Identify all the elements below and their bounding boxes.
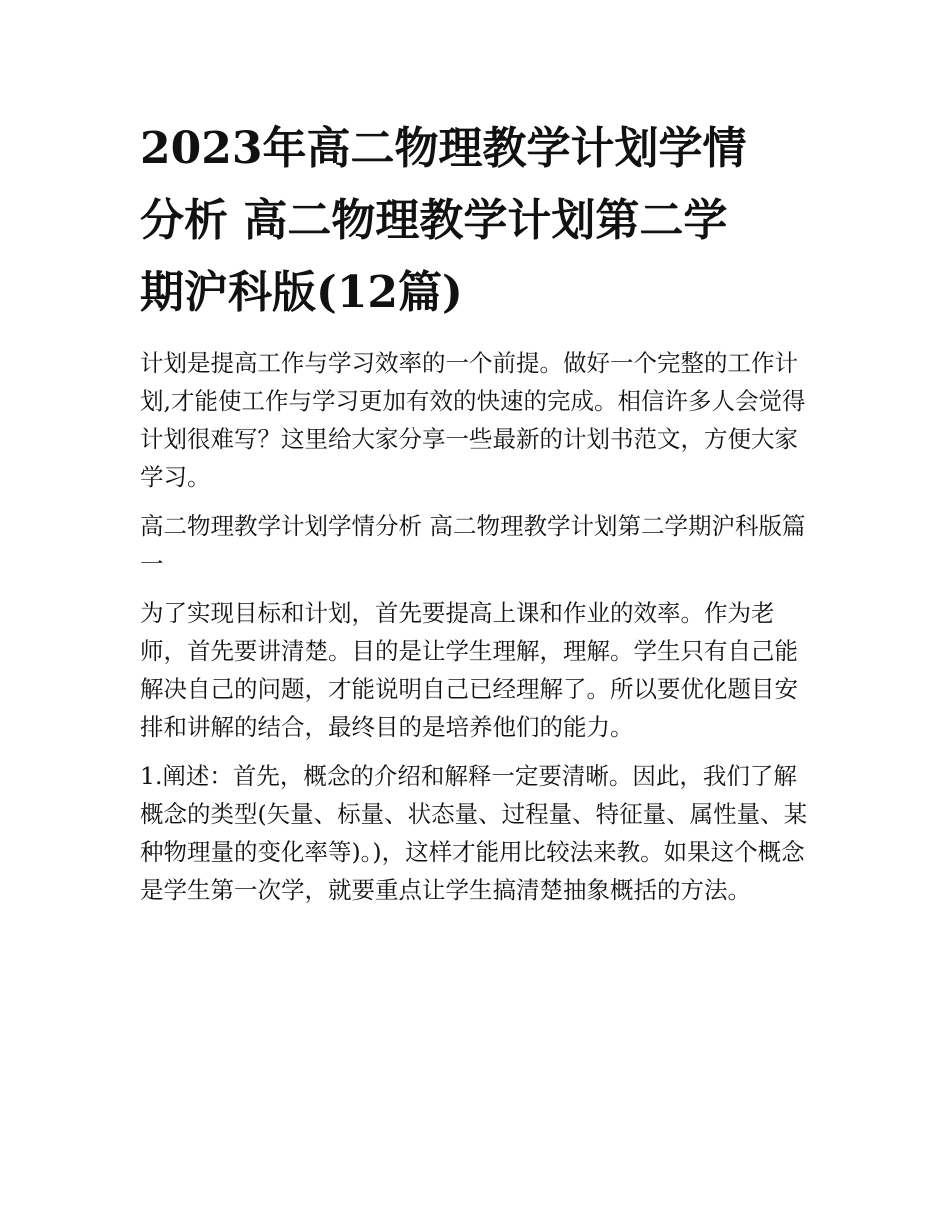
document-title xyxy=(140,113,815,329)
document-body xyxy=(140,344,815,909)
body-paragraph-numbered: 1.阐述：首先，概念的介绍和解释一定要清晰。因此，我们了解概念的类型(矢量、标量、状态量、过程量、特征量、属性量、某种物理量的变化率等)。)，这样才能用比较法来教。如果这个概念是学生第一次学，就要重点让学生搞清楚抽象概括的方法。 xyxy=(140,762,808,904)
document-content xyxy=(140,113,815,920)
section-heading: 高二物理教学计划学情分析 高二物理教学计划第二学期沪科版篇一 xyxy=(140,512,806,578)
title-line-2: 分析 高二物理教学计划第二学 xyxy=(140,195,728,246)
title-line-3: 期沪科版(12篇) xyxy=(140,267,463,318)
intro-paragraph: 计划是提高工作与学习效率的一个前提。做好一个完整的工作计划,才能使工作与学习更加有效的快速的完成。相信许多人会觉得计划很难写？这里给大家分享一些最新的计划书范文，方便大家学习。 xyxy=(140,349,806,491)
title-line-1: 2023年高二物理教学计划学情 xyxy=(140,123,747,174)
body-paragraph: 为了实现目标和计划，首先要提高上课和作业的效率。作为老师，首先要讲清楚。目的是让学生理解，理解。学生只有自己能解决自己的问题，才能说明自己已经理解了。所以要优化题目安排和讲解的结合，最终目的是培养他们的能力。 xyxy=(140,599,798,741)
